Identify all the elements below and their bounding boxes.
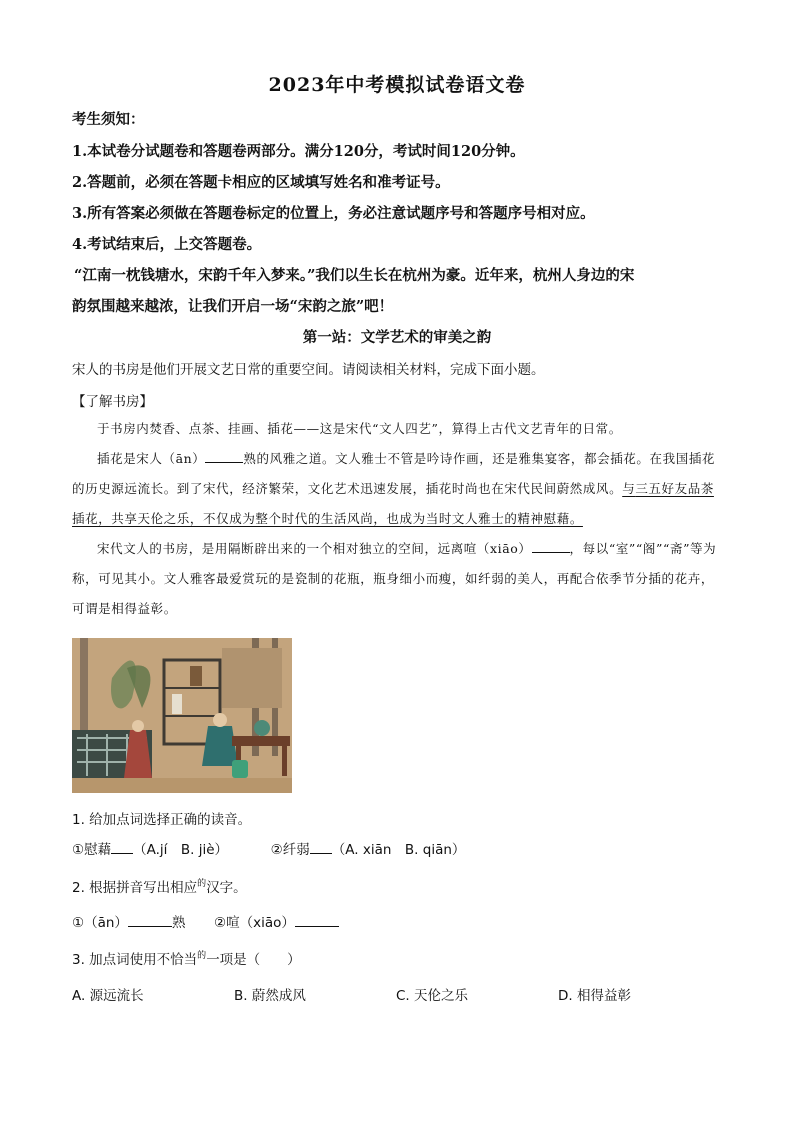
q1-answer-a[interactable] — [111, 839, 133, 854]
q3-stem-sup: 的 — [197, 951, 207, 961]
notice-item-4: 4.考试结束后，上交答题卷。 — [72, 236, 262, 253]
p3-tail: ，每以 — [569, 541, 609, 556]
answer-blank-xiao[interactable] — [532, 538, 570, 553]
p3-cont: “室”“阁”“斋”等为称，可见其小。文人雅客最爱赏玩的是瓷制的花瓶，瓶身细小而瘦，如纤弱的美 — [72, 541, 717, 586]
q1-options-a: （A.jí B. jiè） — [133, 842, 229, 858]
material-paragraph-3 — [72, 534, 722, 624]
q2-stem-tail: 汉字。 — [206, 880, 247, 896]
q2-stem-text: 2. 根据拼音写出相应 — [72, 880, 198, 896]
q2-stem-sup: 的 — [197, 879, 207, 889]
page-title: 2023年中考模拟试卷语文卷 — [268, 74, 526, 96]
intro-line-2: 韵氛围越来越浓，让我们开启一场“宋韵之旅”吧！ — [72, 298, 394, 315]
instruction: 宋人的书房是他们开展文艺日常的重要空间。请阅读相关材料，完成下面小题。 — [72, 362, 545, 378]
intro-line-1: “江南一枕钱塘水，宋韵千年入梦来。”我们以生长在杭州为豪。近年来，杭州人身边的宋 — [74, 267, 635, 284]
song-dynasty-study-painting-icon — [72, 638, 292, 793]
q3-stem-tail: 一项是（ ） — [206, 952, 301, 968]
material-paragraph-1: 于书房内焚香、点茶、挂画、插花——这是宋代“文人四艺”，算得上古代文艺青年的日常。 — [97, 421, 622, 436]
q2-answer-b[interactable] — [295, 912, 339, 927]
q3-option-a[interactable]: A. 源远流长 — [72, 988, 144, 1004]
q1-word-b: ②纤弱 — [270, 842, 310, 858]
answer-blank-an[interactable] — [205, 448, 243, 463]
q2-answer-a[interactable] — [128, 912, 172, 927]
question-2-stem — [72, 876, 247, 896]
question-3-stem — [72, 948, 301, 968]
q3-option-b[interactable]: B. 蔚然成风 — [234, 988, 306, 1004]
question-1-items — [72, 838, 465, 858]
notice-item-1: 1.本试卷分试题卷和答题卷两部分。满分120分，考试时间120分钟。 — [72, 143, 525, 160]
q3-option-c[interactable]: C. 天伦之乐 — [396, 988, 469, 1004]
material-paragraph-2 — [72, 444, 722, 534]
reading-material — [72, 414, 722, 624]
station-heading: 第一站：文学艺术的审美之韵 — [302, 329, 492, 346]
q3-option-d[interactable]: D. 相得益彰 — [558, 988, 631, 1004]
q2-item-a-tail: 熟 — [171, 915, 186, 931]
p2-underlined-2: 不仅成为整个时代的生活风尚，也成为当时文人雅士的精神慰藉。 — [203, 511, 583, 526]
notice-heading: 考生须知： — [72, 111, 145, 128]
p2-underlined-lead: 与 — [622, 481, 636, 496]
q1-word-a: ①慰藉 — [72, 842, 112, 858]
p2-underlined-1: 三五好友品茶插花，共享天伦之乐， — [72, 481, 714, 526]
p2-cont: 熟的风雅之道。文人雅士不管是吟诗作画，还是雅集宴客，都会插花。在我 — [243, 451, 676, 466]
section-label: 【了解书房】 — [72, 394, 153, 410]
q1-options-b: （A. xiān B. qiān） — [331, 842, 466, 858]
p3-start: 宋代文人的书房，是用隔断辟出来的一个相对独立的空间，远离喧（xiāo） — [97, 541, 532, 556]
p3-end: 人，再配合依季节分插的花卉，可谓是相得益彰。 — [72, 571, 714, 616]
q1-answer-b[interactable] — [310, 839, 332, 854]
notice-item-2: 2.答题前，必须在答题卡相应的区域填写姓名和准考证号。 — [72, 174, 450, 191]
p2-start: 插花是宋人（ān） — [97, 451, 206, 466]
notice-item-3: 3.所有答案必须做在答题卷标定的位置上，务必注意试题序号和答题序号相对应。 — [72, 205, 595, 222]
question-1-stem: 1. 给加点词选择正确的读音。 — [72, 812, 252, 828]
p2-cont-2: 国插花的历史源远流长。到了宋代，经济繁荣，文化艺术迅速发展，插花时尚也在宋代民间蔚然成风。 — [72, 451, 716, 496]
q3-stem-text: 3. 加点词使用不恰当 — [72, 952, 198, 968]
q2-item-b: ②喧（xiāo） — [214, 915, 295, 931]
question-2-items — [72, 911, 339, 931]
q2-item-a: ①（ān） — [72, 915, 128, 931]
